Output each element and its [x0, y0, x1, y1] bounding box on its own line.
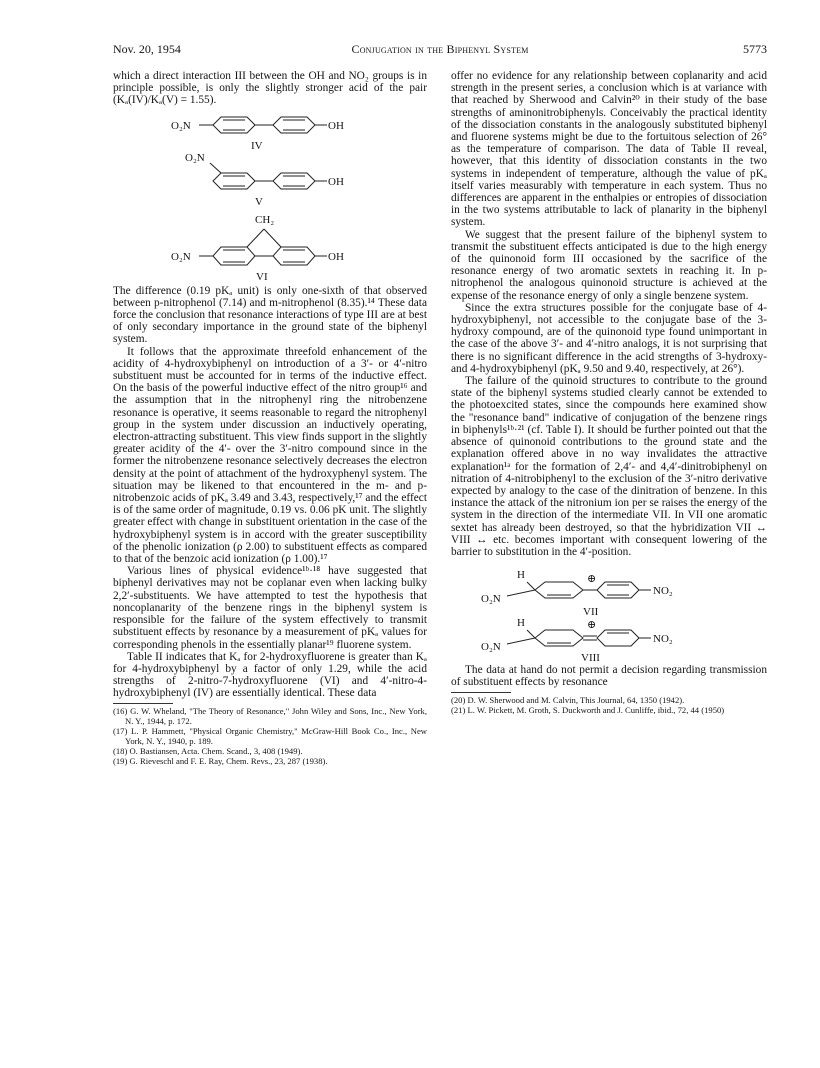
- vii-label: VII: [583, 606, 599, 619]
- vii-h-label: H: [517, 569, 525, 582]
- header-page-number: 5773: [743, 42, 767, 56]
- left-paragraph-4: Various lines of physical evidence¹ᵇ·¹⁸ have suggested that biphenyl derivatives may not be coplanar even when lacking bulky 2,2′-substituents. We have attempted to test the hypothesis that noncoplanarity of the benzene rings in the biphenyl system is responsible for the failure of the system effectively to transmit substituent effects by resonance by a measurement of pKₐ values for corresponding phenols in the essentially planar¹⁹ fluorene system.: [113, 565, 427, 651]
- footnote-17: (17) L. P. Hammett, "Physical Organic Chemistry," McGraw-Hill Book Co., Inc., New York, N. Y., 1940, p. 189.: [113, 725, 427, 746]
- footnote-20: (20) D. W. Sherwood and M. Calvin, This Journal, 64, 1350 (1942).: [451, 694, 685, 705]
- iv-label: IV: [251, 139, 263, 152]
- left-paragraph-1: which a direct interaction III between the OH and NO₂ groups is in principle possible, is only the slightly stronger acid of the pair (Kₐ(IV)/Kₐ(V) = 1.55).: [113, 70, 427, 107]
- iv-oh-label: OH: [328, 119, 344, 132]
- viii-no2-right-label: NO₂: [653, 633, 673, 646]
- page-header: [113, 42, 767, 58]
- vi-no2-label: O₂N: [171, 250, 191, 263]
- left-paragraph-5: Table II indicates that Kₐ for 2-hydroxyfluorene is greater than Kₐ for 4-hydroxybiphenyl by a factor of only 1.29, while the acid strengths of 2-nitro-7-hydroxyfluorene (VI) and 4′-nitro-4-hydroxybiphenyl (IV) are essentially identical. These data: [113, 650, 427, 700]
- v-oh-label: OH: [328, 175, 344, 188]
- viii-plus-label: ⊕: [587, 619, 597, 632]
- left-paragraph-3: It follows that the approximate threefold enhancement of the acidity of 4-hydroxybiphenyl on introduction of a 3′- or 4′-nitro substituent must be accounted for in terms of the inductive effect. On the basis of the powerful inductive effect of the nitro group¹⁶ and the assumption that in the nitrophenyl ring the nitrobenzene resonance is operative, it seems reasonable to regard the nitrophenyl group in the system under discussion an inductively operating, electron-attracting substituent. This view finds support in the slightly greater acidity of the 4′- over the 3′-nitro compound since in the former the nitrobenzene resonance selectively decreases the electron density at the point of attachment of the hydroxyphenyl system. The situation may be likened to that encountered in the m- and p-nitrobenzoic acids of pKₐ 3.49 and 3.43, respectively,¹⁷ and the effect is of the same order of magnitude, 0.19 vs. 0.06 pK unit. The slightly greater effect with change in substituent orientation in the case of the hydroxybiphenyl system is in accord with the greater susceptibility of the phenolic ionization (ρ 2.00) to substituent effects as compared to that of the benzoic acid ionization (ρ 1.00).¹⁷: [113, 345, 427, 566]
- vi-label: VI: [256, 270, 268, 283]
- right-paragraph-3: Since the extra structures possible for the conjugate base of 4-hydroxybiphenyl, not accessible to the conjugate base of the 3-hydroxy compound, are of the quinonoid type found unimportant in the case of the above 3′- and 4′-nitro analogs, it is not surprising that there is no significant difference in the acid strengths of 3-hydroxy- and 4-hydroxybiphenyl (pKₐ 9.50 and 9.40, respectively, at 26°).: [451, 301, 767, 375]
- header-date: Nov. 20, 1954: [113, 42, 181, 56]
- v-no2-label: O₂N: [185, 151, 205, 164]
- structures-vii-viii: [451, 560, 767, 664]
- right-column: [451, 70, 767, 715]
- iv-no2-label: O₂N: [171, 119, 191, 132]
- right-paragraph-5: The data at hand do not permit a decision regarding transmission of substituent effects by resonance: [451, 664, 767, 689]
- right-paragraph-4: The failure of the quinoid structures to contribute to the ground state of the biphenyl systems studied clearly cannot be extended to the photoexcited states, since the compounds here examined show the "resonance band" indicative of conjugation of the benzene rings in biphenyls¹ᵇ·²¹ (cf. Table I). It should be further pointed out that the absence of quinonoid contributions to the ground state and the explanation offered above in no way invalidates the attractive explanation¹ᵃ for the formation of 2,4′- and 4,4′-dinitrobiphenyl on nitration of 4-nitrobiphenyl to the exclusion of the 3′-nitro derivative expected by analogy to the case of the dinitration of benzene. In this instance the attack of the nitronium ion per se raises the energy of the system in the direction of the intermediate VII. In VII one aromatic sextet has already been destroyed, so that the hybridization VII ↔ VIII ↔ etc. becomes important with consequent lowering of the barrier to substitution in the 4′-position.: [451, 375, 767, 558]
- vii-no2-right-label: NO₂: [653, 585, 673, 598]
- footnote-rule: [113, 703, 173, 704]
- footnote-21: (21) L. W. Pickett, M. Groth, S. Duckworth and J. Cunliffe, ibid., 72, 44 (1950): [451, 704, 725, 715]
- viii-label: VIII: [581, 652, 600, 665]
- right-paragraph-2: We suggest that the present failure of the biphenyl system to transmit the substituent effects anticipated is due to the high energy of the quinonoid form III occasioned by the sacrifice of the resonance energy of two aromatic sextets in reaching it. In p-nitrophenol the analogous quinonoid structure is achieved at the expense of the resonance energy of only a single benzene system.: [451, 228, 767, 302]
- viii-h-label: H: [517, 617, 525, 630]
- header-title: Conjugation in the Biphenyl System: [351, 42, 529, 56]
- vii-no2-left-label: O₂N: [481, 593, 501, 606]
- v-label: V: [255, 195, 263, 208]
- vi-ch2-label: CH₂: [255, 213, 275, 226]
- footnote-19: (19) G. Rieveschl and F. E. Ray, Chem. Revs., 23, 287 (1938).: [113, 755, 328, 766]
- vi-oh-label: OH: [328, 250, 344, 263]
- left-paragraph-2: The difference (0.19 pKₐ unit) is only one-sixth of that observed between p-nitrophenol (7.14) and m-nitrophenol (8.35).¹⁴ These data force the conclusion that resonance interactions of type III are at best of only secondary importance in the ground state of the biphenyl system.: [113, 284, 427, 346]
- footnote-rule: [451, 692, 511, 693]
- footnote-16: (16) G. W. Wheland, "The Theory of Resonance," John Wiley and Sons, Inc., New York, N. Y., 1944, p. 172.: [113, 705, 427, 726]
- right-paragraph-1: offer no evidence for any relationship between coplanarity and acid strength in the present series, a conclusion which is at variance with that reached by Sherwood and Calvin²⁰ in their study of the base strengths of aminonitrobiphenyls. Conceivably the practical identity of the dissociation constants in the analogously substituted biphenyl and fluorene systems might be due to the fortuitous selection of 26° as the temperature of comparison. The data of Table II reveal, however, that this identity of dissociation constants in the two systems in independent of temperature, although the value of pKₐ itself varies measurably with temperature in each system. Thus no differences are apparent in the enthalpies or entropies of dissociation in the two systems attributable to lack of planarity in the biphenyl system.: [451, 70, 767, 229]
- viii-no2-left-label: O₂N: [481, 641, 501, 654]
- vii-plus-label: ⊕: [587, 573, 597, 586]
- structures-iv-v-vi: [113, 109, 427, 285]
- left-column: [113, 70, 427, 766]
- footnote-18: (18) O. Bastiansen, Acta. Chem. Scand., 3, 408 (1949).: [113, 745, 303, 756]
